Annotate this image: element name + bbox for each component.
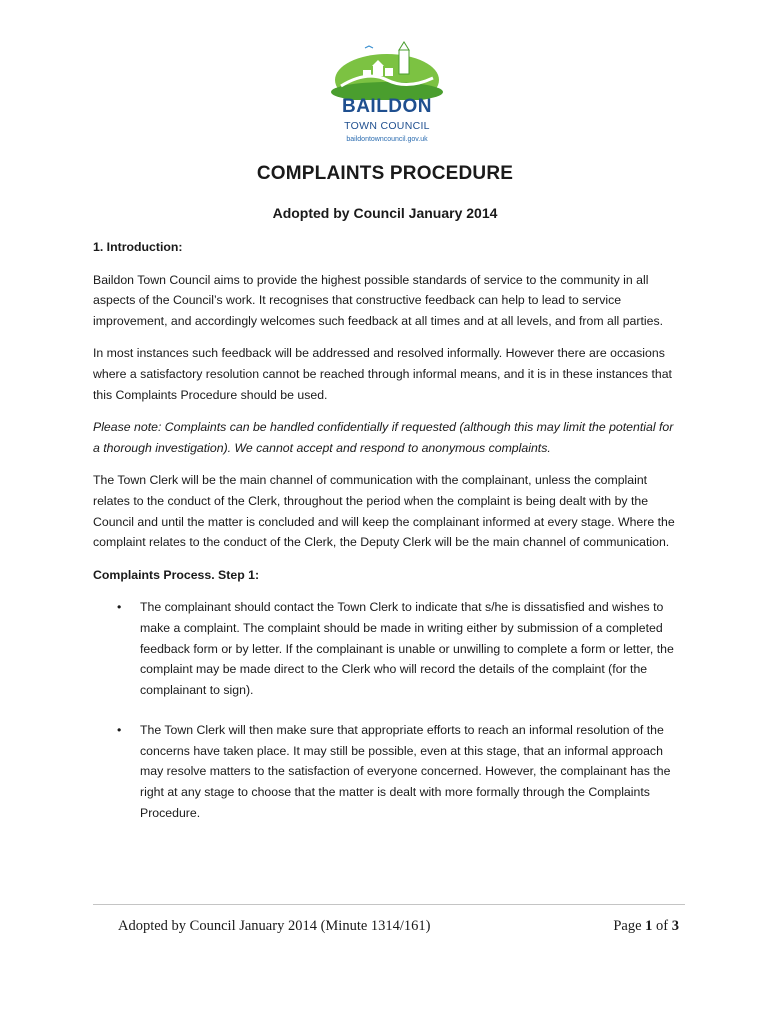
of-word: of (656, 918, 669, 934)
intro-paragraph-3: The Town Clerk will be the main channel of communication with the complainant, unless the complaint relates to the conduct of the Clerk, throughout the period when the complaint is being dealt with by the Council and until the matter is concluded and will keep the complainant informed at every stage. Where the complaint relates to the conduct of the Clerk, the Deputy Clerk will be the main channel of communication. (93, 473, 675, 550)
bullet-text: The complainant should contact the Town Clerk to indicate that s/he is dissatisfied and wishes to make a complaint. The complaint should be made in writing either by submission of a completed feedback form or by letter. If the complainant is unable or unwilling to complete a form or letter, the complaint may be made direct to the Clerk who will record the details of the complaint (for the complainant to sign). (140, 600, 674, 697)
page-word: Page (613, 918, 642, 934)
logo-name: BAILDON (341, 96, 433, 117)
page-number (613, 918, 679, 935)
footer-divider (93, 904, 685, 905)
page-subtitle: Adopted by Council January 2014 (272, 205, 498, 221)
page-current: 1 (645, 918, 653, 934)
document-body (93, 237, 683, 843)
list-item (93, 720, 683, 823)
logo-hill-icon (327, 40, 447, 100)
intro-paragraph-2: In most instances such feedback will be addressed and resolved informally. However there are occasions where a satisfactory resolution cannot be reached through informal means, and it is in these instances that this Complaints Procedure should be used. (93, 346, 672, 402)
intro-heading: 1. Introduction: (93, 240, 183, 254)
process-heading: Complaints Process. Step 1: (93, 567, 260, 582)
page-title: COMPLAINTS PROCEDURE (256, 163, 514, 184)
logo-council: TOWN COUNCIL (344, 120, 430, 132)
bullet-icon: • (117, 723, 122, 738)
confidentiality-note: Please note: Complaints can be handled confidentially if requested (although this may limit the potential for a thorough investigation). We cannot accept and respond to anonymous complaints. (93, 420, 674, 455)
council-logo (327, 40, 447, 152)
footer-adoption-note: Adopted by Council January 2014 (Minute 1314/161) (118, 918, 431, 934)
bullet-icon: • (117, 600, 122, 615)
bullet-text: The Town Clerk will then make sure that appropriate efforts to reach an informal resolution of the concerns have taken place. It may still be possible, even at this stage, that an informal approach may resolve matters to the satisfaction of everyone concerned. However, the complainant has the right at any stage to choose that the matter is dealt with more formally through the Complaints Procedure. (140, 723, 671, 820)
process-bullet-list (93, 597, 683, 823)
page-total: 3 (671, 918, 679, 934)
logo-url: baildontowncouncil.gov.uk (346, 136, 428, 143)
list-item (93, 597, 683, 700)
intro-paragraph-1: Baildon Town Council aims to provide the highest possible standards of service to the community in all aspects of the Council’s work. It recognises that constructive feedback can help to lead to service improvement, and accordingly welcomes such feedback at all times and at all levels, and from all parties. (93, 272, 664, 328)
